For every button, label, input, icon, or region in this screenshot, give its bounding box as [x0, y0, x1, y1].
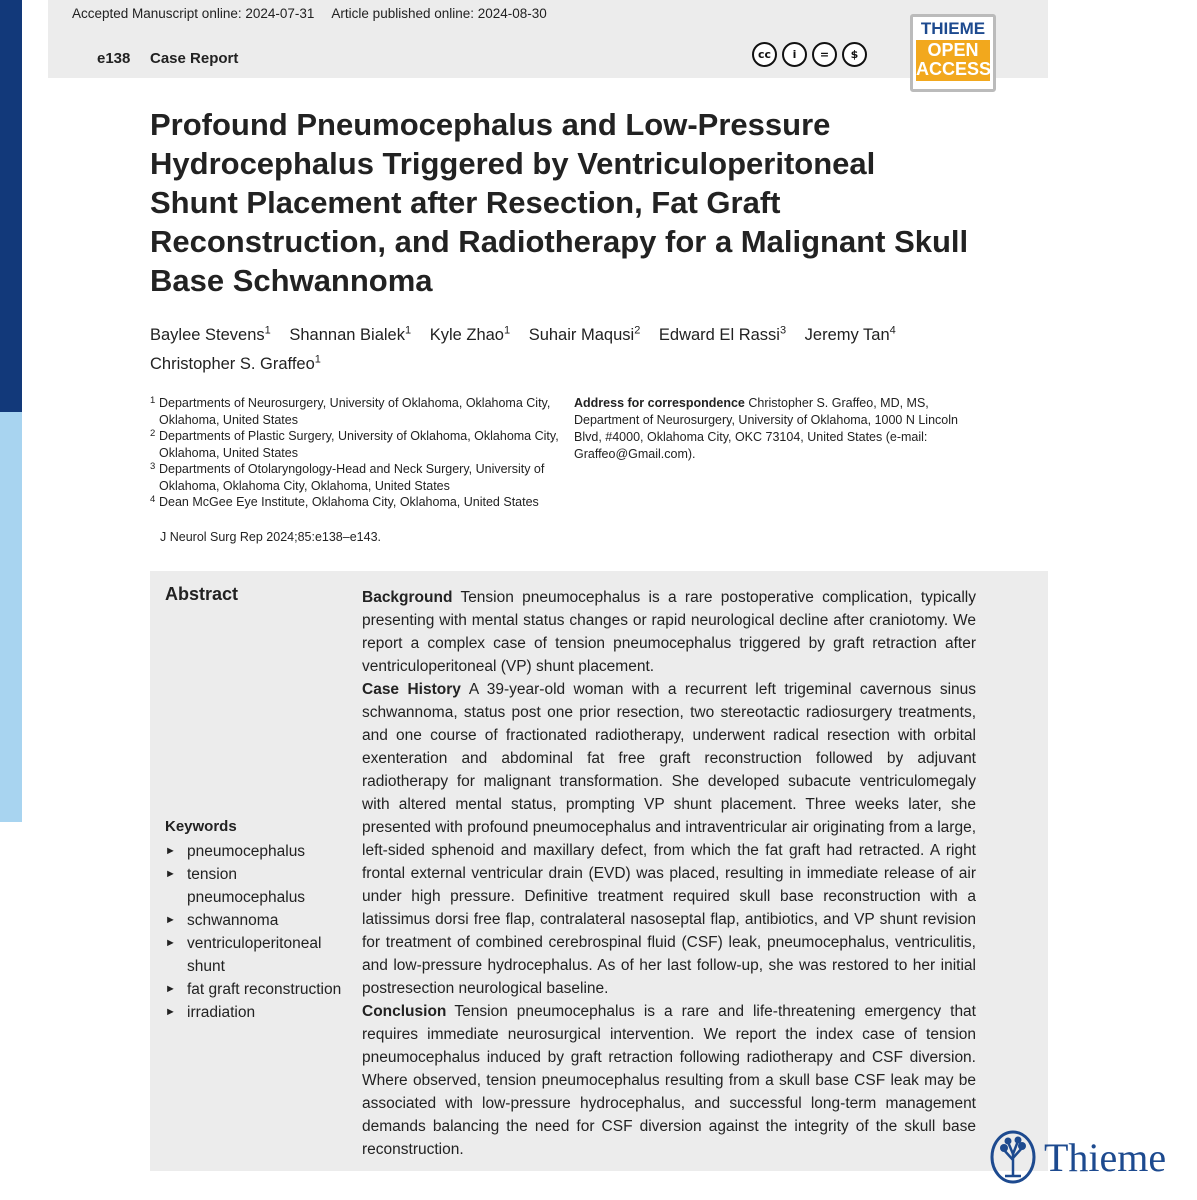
keyword-item: ► pneumocephalus	[165, 840, 350, 863]
side-stripe-light	[0, 412, 22, 822]
author: Shannan Bialek$^1$	[289, 324, 412, 344]
abstract-panel	[150, 571, 1048, 1171]
badge-access: ACCESS	[916, 59, 992, 79]
article-title: Profound Pneumocephalus and Low-Pressure Hydrocephalus Triggered by Ventriculoperitoneal Shunt Placement after Resection, Fat Graft Reconstruction, and Radiotherapy for a Malignant Skull Base Schwannoma	[150, 107, 969, 298]
publication-dates	[72, 6, 561, 21]
keyword-item: ► fat graft reconstruction	[165, 978, 350, 1001]
tree-logo-icon	[990, 1130, 1036, 1184]
keyword-item: ► tension pneumocephalus	[165, 863, 350, 909]
affiliation: 2 Departments of Plastic Surgery, University of Oklahoma, Oklahoma City, Oklahoma, United States	[150, 428, 559, 460]
author: Jeremy Tan$^4$	[804, 324, 896, 344]
abstract-case-history: Case History A 39-year-old woman with a recurrent left trigeminal cavernous sinus schwannoma, status post one prior resection, two stereotactic radiosurgery treatments, and one course of fractionated radiotherapy, underwent radical resection with orbital exenteration and abdominal fat free graft reconstruction followed by adjuvant radiotherapy for malignant transformation. She developed subacute ventriculomegaly with altered mental status, prompting VP shunt placement. Three weeks later, she presented with profound pneumocephalus and intraventricular air originating from a large, left-sided sphenoid and maxillary defect, from which the fat graft had retracted. A right frontal external ventricular drain (EVD) was placed, resulting in immediate release of air under high pressure. Definitive treatment required skull base reconstruction with a latissimus dorsi free flap, contralateral nasoseptal flap, antibiotics, and VP shunt revision for treatment of combined cerebrospinal fluid (CSF) leak, pneumocephalus, ventriculitis, and low-pressure hydrocephalus. As of her last follow-up, she was restored to her initial postresection neurological baseline.	[362, 681, 976, 997]
published-date: Article published online: 2024-08-30	[331, 6, 547, 21]
license-icons	[752, 42, 867, 67]
abstract-conclusion: Conclusion Tension pneumocephalus is a rare and life-threatening emergency that requires immediate neurosurgical intervention. We report the index case of tension pneumocephalus induced by graft retraction following radiotherapy and CSF diversion. Where observed, tension pneumocephalus resulting from a skull base CSF leak may be associated with low-pressure hydrocephalus, and successful long-term management demands balancing the need for CSF diversion against the integrity of the skull base reconstruction.	[362, 1003, 976, 1158]
arrow-icon: ►	[165, 983, 176, 995]
author: Christopher S. Graffeo$^1$	[150, 353, 321, 373]
open-access-badge	[910, 14, 996, 92]
cc-icon: cc	[752, 42, 777, 67]
author: Baylee Stevens$^1$	[150, 324, 271, 344]
arrow-icon: ►	[165, 1006, 176, 1018]
equals-noderivs-icon: =	[812, 42, 837, 67]
side-stripe-dark	[0, 0, 22, 412]
keyword-item: ► schwannoma	[165, 909, 350, 932]
badge-open-access	[916, 40, 990, 81]
arrow-icon: ►	[165, 914, 176, 926]
correspondence-label: Address for correspondence	[574, 396, 745, 410]
correspondence-address	[574, 395, 984, 463]
badge-open: OPEN	[927, 40, 979, 60]
author: Edward El Rassi$^3$	[658, 324, 787, 344]
journal-citation: J Neurol Surg Rep 2024;85:e138–e143.	[160, 530, 381, 544]
correspondence-text: Christopher S. Graffeo, MD, MS, Department of Neurosurgery, University of Oklahoma, 1000 N Lincoln Blvd, #4000, Oklahoma City, OKC 73104, United States (e-mail: Graffeo@Gmail.com).	[574, 396, 958, 461]
dollar-slash-noncommercial-icon: $	[842, 42, 867, 67]
thieme-wordmark: Thieme	[1044, 1134, 1167, 1180]
keyword-item: ► ventriculoperitoneal shunt	[165, 932, 350, 978]
affiliation: 1 Departments of Neurosurgery, University of Oklahoma, Oklahoma City, Oklahoma, United States	[150, 395, 551, 427]
article-section: Case Report	[150, 50, 239, 67]
page-number: e138	[97, 50, 131, 67]
author-list	[150, 318, 980, 377]
abstract-heading: Abstract	[165, 584, 239, 604]
affiliation: 4 Dean McGee Eye Institute, Oklahoma City, Oklahoma, United States	[150, 494, 539, 509]
badge-thieme: THIEME	[920, 19, 986, 38]
author: Kyle Zhao$^1$	[429, 324, 511, 344]
affiliations	[150, 395, 560, 511]
arrow-icon: ►	[165, 845, 176, 857]
person-attribution-icon: i	[782, 42, 807, 67]
abstract-background: Background Tension pneumocephalus is a rare postoperative complication, typically presenting with mental status changes or rapid neurological decline after craniotomy. We report a complex case of tension pneumocephalus triggered by graft retraction after ventriculoperitoneal (VP) shunt placement.	[362, 589, 976, 675]
arrow-icon: ►	[165, 868, 176, 880]
thieme-logo	[990, 1130, 1166, 1184]
keyword-item: ► irradiation	[165, 1001, 350, 1024]
abstract-text	[362, 586, 976, 1161]
accepted-date: Accepted Manuscript online: 2024-07-31	[72, 6, 315, 21]
keywords-list	[165, 840, 350, 1024]
keywords-heading: Keywords	[165, 818, 237, 835]
affiliation: 3 Departments of Otolaryngology-Head and Neck Surgery, University of Oklahoma, Oklahoma City, Oklahoma, United States	[150, 461, 545, 493]
arrow-icon: ►	[165, 937, 176, 949]
author: Suhair Maqusi$^2$	[528, 324, 641, 344]
